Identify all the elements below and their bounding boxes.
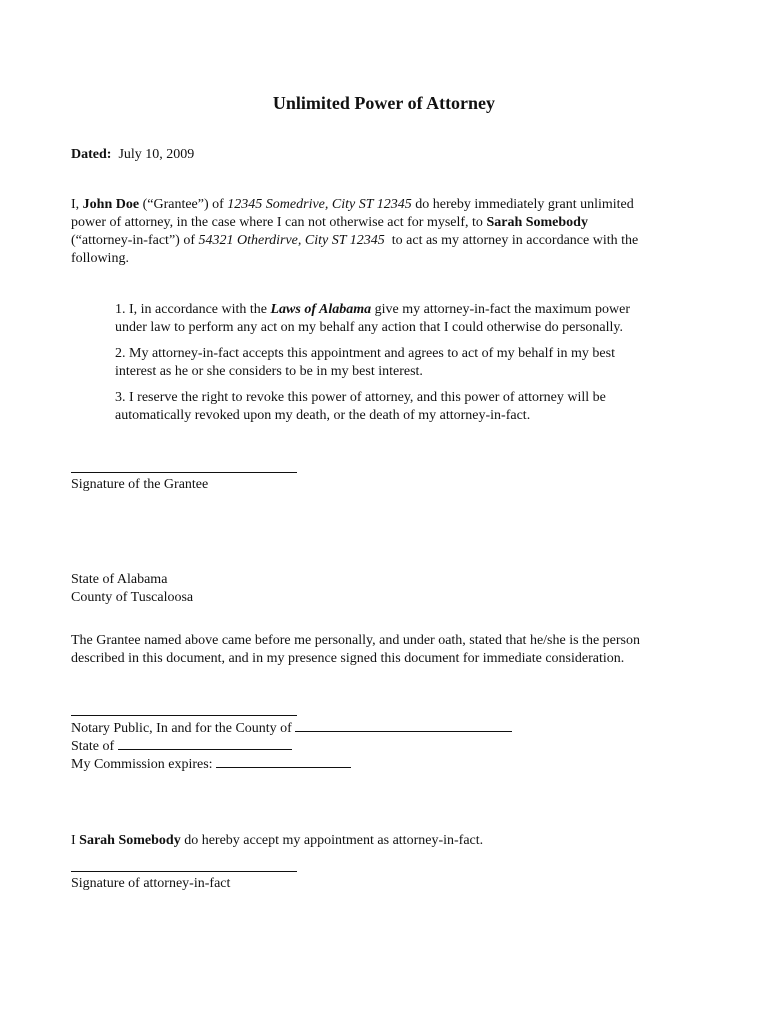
notary-statement-line-1: The Grantee named above came before me personally, and under oath, stated that he/she is the person	[71, 633, 640, 648]
intro-line-1	[71, 196, 634, 214]
intro-line-4: following.	[71, 251, 129, 266]
attorney-signature-line[interactable]	[71, 871, 297, 872]
item-1-line-1	[115, 301, 630, 319]
acceptance-line	[71, 832, 483, 850]
state-line: State of Alabama	[71, 572, 168, 587]
acceptance-text: I	[71, 833, 80, 848]
attorney-address: 54321 Otherdirve, City ST 12345	[198, 233, 385, 248]
item-3-line-2: automatically revoked upon my death, or the death of my attorney-in-fact.	[115, 408, 531, 423]
intro-text: (“Grantee”) of	[139, 197, 228, 212]
notary-signature-line[interactable]	[71, 715, 297, 716]
item-text: give my attorney-in-fact the maximum power	[371, 302, 631, 317]
county-blank-field[interactable]	[295, 719, 512, 732]
commission-label: My Commission expires:	[71, 757, 217, 772]
notary-label: Notary Public, In and for the County of	[71, 721, 296, 736]
notary-county-line	[71, 719, 512, 738]
document-title: Unlimited Power of Attorney	[272, 93, 496, 113]
grantee-signature-label: Signature of the Grantee	[71, 477, 209, 492]
grantee-signature-line[interactable]	[71, 472, 297, 473]
governing-law: Laws of Alabama	[270, 302, 372, 317]
intro-text: I,	[71, 197, 83, 212]
intro-text: do hereby immediately grant unlimited	[411, 197, 634, 212]
county-line: County of Tuscaloosa	[71, 590, 194, 605]
item-2-line-1: 2. My attorney-in-fact accepts this appointment and agrees to act of my behalf in my best	[115, 346, 615, 361]
item-text: 1. I, in accordance with the	[115, 302, 271, 317]
intro-text: to act as my attorney in accordance with the	[384, 233, 639, 248]
commission-blank-field[interactable]	[216, 755, 351, 768]
item-1-line-2: under law to perform any act on my behalf any action that I could otherwise do personally.	[115, 320, 623, 335]
dated-value: July 10, 2009	[118, 147, 195, 162]
grantee-address: 12345 Somedrive, City ST 12345	[227, 197, 412, 212]
attorney-signature-label: Signature of attorney-in-fact	[71, 876, 231, 891]
notary-statement-line-2: described in this document, and in my presence signed this document for immediate consideration.	[71, 651, 625, 666]
intro-text: power of attorney, in the case where I can not otherwise act for myself, to	[71, 215, 487, 230]
acceptance-attorney-name: Sarah Somebody	[79, 833, 181, 848]
attorney-name: Sarah Somebody	[486, 215, 588, 230]
dated-label: Dated:	[71, 147, 112, 162]
item-3-line-1: 3. I reserve the right to revoke this power of attorney, and this power of attorney will be	[115, 390, 606, 405]
dated-line	[71, 146, 194, 164]
commission-line	[71, 755, 351, 774]
item-2-line-2: interest as he or she considers to be in my best interest.	[115, 364, 423, 379]
state-blank-field[interactable]	[118, 737, 292, 750]
notary-state-line	[71, 737, 292, 756]
intro-line-3	[71, 232, 638, 250]
acceptance-text: do hereby accept my appointment as attorney-in-fact.	[180, 833, 484, 848]
grantee-name: John Doe	[82, 197, 140, 212]
intro-text: (“attorney-in-fact”) of	[71, 233, 199, 248]
state-of-label: State of	[71, 739, 118, 754]
intro-line-2	[71, 214, 588, 232]
